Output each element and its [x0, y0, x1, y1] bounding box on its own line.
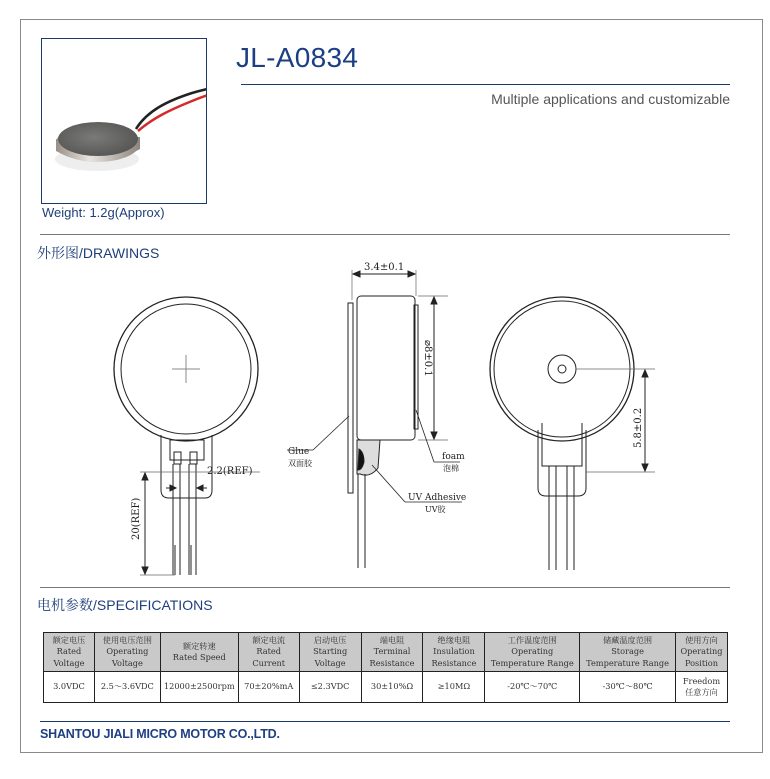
starting-voltage-value: ≤2.3VDC [299, 672, 361, 703]
column-header: 工作温度范围 Operating Temperature Range [485, 633, 580, 672]
column-header: 端电阻 Terminal Resistance [361, 633, 423, 672]
column-header: 额定电压 Rated Voltage [44, 633, 95, 672]
rated-current-value: 70±20%mA [238, 672, 299, 703]
uv-adhesive-label: UV Adhesive [408, 493, 467, 503]
column-header: 启动电压 Starting Voltage [299, 633, 361, 672]
lead-pitch-label: 2.2(REF) [207, 466, 253, 477]
technical-drawings [0, 240, 770, 585]
storage-temperature-value: -30℃～80℃ [580, 672, 676, 703]
drawings-title: 外形图/DRAWINGS [37, 245, 160, 261]
terminal-resistance-value: 30±10%Ω [361, 672, 423, 703]
coin-motor-illustration [42, 39, 207, 204]
company-name: SHANTOU JIALI MICRO MOTOR CO.,LTD. [40, 727, 280, 741]
table-header-row [44, 633, 728, 672]
glue-label: Glue [288, 447, 310, 457]
column-header: 储藏温度范围 Storage Temperature Range [580, 633, 676, 672]
specifications-title: 电机参数/SPECIFICATIONS [37, 597, 213, 613]
glue-label-zh: 双面胶 [288, 459, 312, 468]
weight-label: Weight: 1.2g(Approx) [42, 205, 165, 220]
rated-voltage-value: 3.0VDC [44, 672, 95, 703]
table-row [44, 672, 728, 703]
section-divider [40, 234, 730, 235]
section-divider [40, 587, 730, 588]
column-header: 使用方向 Operating Position [675, 633, 727, 672]
lead-length-label: 20(REF) [131, 497, 142, 540]
rated-speed-value: 12000±2500rpm [160, 672, 238, 703]
operating-voltage-value: 2.5～3.6VDC [94, 672, 160, 703]
operating-temperature-value: -20℃～70℃ [485, 672, 580, 703]
center-offset-label: 5.8±0.2 [633, 407, 644, 448]
title-divider [241, 84, 730, 85]
column-header: 绝缘电阻 Insulation Resistance [423, 633, 485, 672]
column-header: 使用电压范围 Operating Voltage [94, 633, 160, 672]
model-number: JL-A0834 [236, 42, 359, 73]
column-header: 额定转速 Rated Speed [160, 633, 238, 672]
insulation-resistance-value: ≥10MΩ [423, 672, 485, 703]
diameter-label: ⌀8±0.1 [422, 340, 433, 377]
side-view [287, 270, 462, 568]
foam-label: foam [442, 452, 465, 462]
operating-position-value: Freedom 任意方向 [675, 672, 727, 703]
back-view [490, 297, 655, 570]
product-photo [41, 38, 207, 204]
thickness-label: 3.4±0.1 [364, 262, 405, 273]
foam-label-zh: 泡棉 [443, 464, 459, 473]
tagline: Multiple applications and customizable [491, 91, 730, 107]
specifications-table [43, 632, 728, 703]
uv-adhesive-label-zh: UV胶 [425, 505, 446, 514]
footer-divider [40, 721, 730, 722]
column-header: 额定电流 Rated Current [238, 633, 299, 672]
